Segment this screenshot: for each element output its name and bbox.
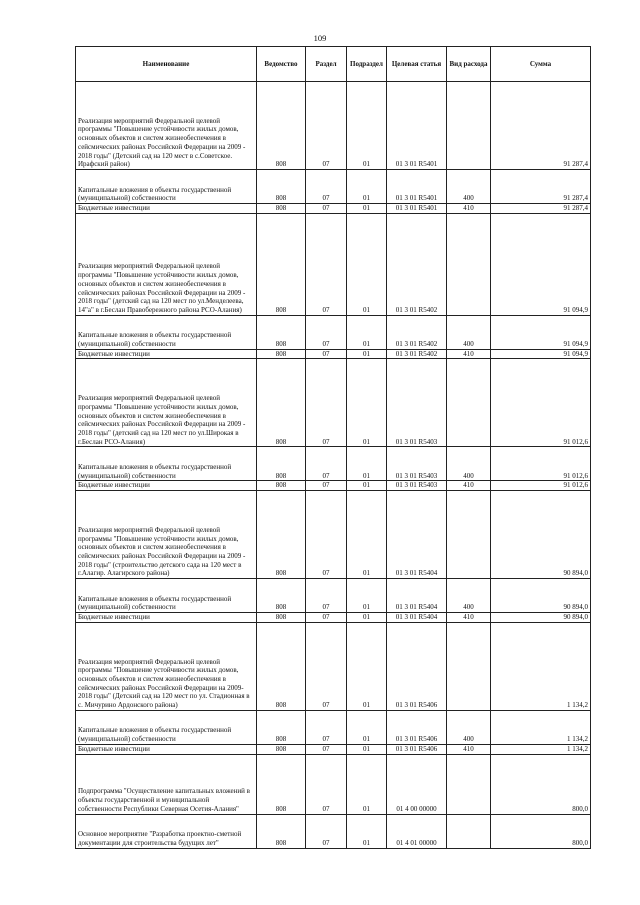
table-row — [76, 170, 591, 204]
cell-vid-raskhoda: 400 — [447, 315, 491, 349]
cell-celevaya-statya: 01 3 01 R5401 — [387, 82, 447, 170]
cell-vedomstvo: 808 — [257, 213, 306, 315]
cell-vedomstvo: 808 — [257, 622, 306, 710]
cell-vid-raskhoda: 410 — [447, 744, 491, 754]
cell-vid-raskhoda — [447, 754, 491, 814]
cell-summa: 1 134,2 — [491, 744, 591, 754]
cell-razdel: 07 — [306, 579, 347, 613]
cell-vid-raskhoda: 410 — [447, 204, 491, 214]
cell-summa: 91 287,4 — [491, 170, 591, 204]
header-podrazdel: Подраздел — [347, 47, 387, 82]
cell-name: Основное мероприятие "Разработка проектно-сметной документации для строительства будущих лет" — [76, 814, 257, 848]
cell-celevaya-statya: 01 3 01 R5403 — [387, 447, 447, 481]
cell-summa: 91 012,6 — [491, 447, 591, 481]
cell-podrazdel: 01 — [347, 754, 387, 814]
header-vedomstvo: Ведомство — [257, 47, 306, 82]
cell-vid-raskhoda — [447, 622, 491, 710]
table-row — [76, 359, 591, 447]
cell-vid-raskhoda: 400 — [447, 579, 491, 613]
cell-name: Капитальные вложения в объекты государственной (муниципальной) собственности — [76, 447, 257, 481]
cell-summa: 90 894,0 — [491, 613, 591, 623]
cell-name: Бюджетные инвестиции — [76, 613, 257, 623]
cell-vid-raskhoda — [447, 359, 491, 447]
cell-podrazdel: 01 — [347, 204, 387, 214]
cell-celevaya-statya: 01 3 01 R5402 — [387, 213, 447, 315]
cell-podrazdel: 01 — [347, 82, 387, 170]
table-row — [76, 213, 591, 315]
table-row — [76, 613, 591, 623]
cell-celevaya-statya: 01 3 01 R5403 — [387, 359, 447, 447]
cell-vedomstvo: 808 — [257, 447, 306, 481]
table-header — [76, 47, 591, 82]
cell-summa: 800,0 — [491, 814, 591, 848]
cell-vedomstvo: 808 — [257, 744, 306, 754]
cell-razdel: 07 — [306, 213, 347, 315]
cell-podrazdel: 01 — [347, 491, 387, 579]
cell-razdel: 07 — [306, 744, 347, 754]
table-row — [76, 579, 591, 613]
cell-name: Реализация мероприятий Федеральной целевой программы "Повышение устойчивости жилых домов, основных объектов и систем жизнеобеспечения в сейсмических районах Российской Федерации на 2009 - 2018 годы" (Детский сад на 120 мест в с.Советское. Ирафский район) — [76, 82, 257, 170]
budget-table — [75, 46, 591, 849]
cell-celevaya-statya: 01 3 01 R5406 — [387, 622, 447, 710]
cell-name: Бюджетные инвестиции — [76, 204, 257, 214]
cell-podrazdel: 01 — [347, 481, 387, 491]
cell-name: Бюджетные инвестиции — [76, 349, 257, 359]
cell-vid-raskhoda: 410 — [447, 481, 491, 491]
cell-razdel: 07 — [306, 754, 347, 814]
cell-celevaya-statya: 01 3 01 R5401 — [387, 204, 447, 214]
header-name: Наименование — [76, 47, 257, 82]
table-row — [76, 82, 591, 170]
cell-celevaya-statya: 01 3 01 R5402 — [387, 315, 447, 349]
cell-celevaya-statya: 01 4 01 00000 — [387, 814, 447, 848]
cell-razdel: 07 — [306, 315, 347, 349]
cell-vedomstvo: 808 — [257, 814, 306, 848]
table-row — [76, 491, 591, 579]
table-row — [76, 204, 591, 214]
cell-razdel: 07 — [306, 491, 347, 579]
cell-name: Подпрограмма "Осуществление капитальных вложений в объекты государственной и муниципальной собственности Республики Северная Осетия-Алания" — [76, 754, 257, 814]
cell-podrazdel: 01 — [347, 622, 387, 710]
cell-celevaya-statya: 01 3 01 R5403 — [387, 481, 447, 491]
header-vid-raskhoda: Вид расхода — [447, 47, 491, 82]
cell-name: Реализация мероприятий Федеральной целевой программы "Повышение устойчивости жилых домов, основных объектов и систем жизнеобеспечения в сейсмических районах Российской Федерации на 2009 - 2018 годы" (строительство детского сада на 120 мест в г.Алагир. Алагирского района) — [76, 491, 257, 579]
cell-vedomstvo: 808 — [257, 170, 306, 204]
cell-razdel: 07 — [306, 481, 347, 491]
table-row — [76, 447, 591, 481]
header-summa: Сумма — [491, 47, 591, 82]
cell-podrazdel: 01 — [347, 447, 387, 481]
cell-vid-raskhoda — [447, 213, 491, 315]
cell-vedomstvo: 808 — [257, 82, 306, 170]
cell-vedomstvo: 808 — [257, 359, 306, 447]
table-row — [76, 814, 591, 848]
cell-celevaya-statya: 01 3 01 R5406 — [387, 744, 447, 754]
table-row — [76, 315, 591, 349]
cell-celevaya-statya: 01 3 01 R5401 — [387, 170, 447, 204]
cell-summa: 90 894,0 — [491, 491, 591, 579]
cell-name: Капитальные вложения в объекты государственной (муниципальной) собственности — [76, 170, 257, 204]
cell-vedomstvo: 808 — [257, 491, 306, 579]
cell-name: Бюджетные инвестиции — [76, 481, 257, 491]
cell-podrazdel: 01 — [347, 213, 387, 315]
cell-razdel: 07 — [306, 170, 347, 204]
cell-celevaya-statya: 01 4 00 00000 — [387, 754, 447, 814]
table-row — [76, 349, 591, 359]
cell-celevaya-statya: 01 3 01 R5402 — [387, 349, 447, 359]
cell-summa: 1 134,2 — [491, 710, 591, 744]
cell-celevaya-statya: 01 3 01 R5404 — [387, 579, 447, 613]
cell-vedomstvo: 808 — [257, 754, 306, 814]
cell-summa: 1 134,2 — [491, 622, 591, 710]
cell-vid-raskhoda: 400 — [447, 170, 491, 204]
cell-summa: 91 094,9 — [491, 213, 591, 315]
cell-name: Реализация мероприятий Федеральной целевой программы "Повышение устойчивости жилых домов, основных объектов и систем жизнеобеспечения в сейсмических районах Российской Федерации на 2009-2018 годы" (Детский сад на 120 мест по ул. Стадионная в с. Мичурино Ардонского района) — [76, 622, 257, 710]
cell-vedomstvo: 808 — [257, 204, 306, 214]
cell-summa: 90 894,0 — [491, 579, 591, 613]
cell-vid-raskhoda — [447, 82, 491, 170]
cell-vid-raskhoda — [447, 814, 491, 848]
table-row — [76, 481, 591, 491]
cell-name: Реализация мероприятий Федеральной целевой программы "Повышение устойчивости жилых домов, основных объектов и систем жизнеобеспечения в сейсмических районах Российской Федерации на 2009 - 2018 годы" (детский сад на 120 мест по ул.Менделеева, 14"а" в г.Беслан Правобережного района РСО-Алания) — [76, 213, 257, 315]
cell-vedomstvo: 808 — [257, 349, 306, 359]
cell-razdel: 07 — [306, 204, 347, 214]
cell-summa: 800,0 — [491, 754, 591, 814]
cell-name: Бюджетные инвестиции — [76, 744, 257, 754]
cell-vid-raskhoda — [447, 491, 491, 579]
header-razdel: Раздел — [306, 47, 347, 82]
cell-name: Капитальные вложения в объекты государственной (муниципальной) собственности — [76, 710, 257, 744]
cell-podrazdel: 01 — [347, 349, 387, 359]
cell-summa: 91 012,6 — [491, 481, 591, 491]
cell-podrazdel: 01 — [347, 814, 387, 848]
cell-summa: 91 012,6 — [491, 359, 591, 447]
cell-celevaya-statya: 01 3 01 R5404 — [387, 491, 447, 579]
cell-razdel: 07 — [306, 359, 347, 447]
cell-vid-raskhoda: 400 — [447, 447, 491, 481]
table-row — [76, 754, 591, 814]
cell-summa: 91 094,9 — [491, 315, 591, 349]
table-row — [76, 622, 591, 710]
cell-summa: 91 287,4 — [491, 82, 591, 170]
cell-vedomstvo: 808 — [257, 481, 306, 491]
cell-name: Капитальные вложения в объекты государственной (муниципальной) собственности — [76, 579, 257, 613]
table-row — [76, 710, 591, 744]
cell-razdel: 07 — [306, 814, 347, 848]
cell-name: Реализация мероприятий Федеральной целевой программы "Повышение устойчивости жилых домов, основных объектов и систем жизнеобеспечения в сейсмических районах Российской Федерации на 2009 - 2018 годы" (детский сад на 120 мест по ул.Широкая в г.Беслан РСО-Алания) — [76, 359, 257, 447]
cell-summa: 91 287,4 — [491, 204, 591, 214]
cell-razdel: 07 — [306, 447, 347, 481]
cell-podrazdel: 01 — [347, 744, 387, 754]
cell-razdel: 07 — [306, 349, 347, 359]
cell-podrazdel: 01 — [347, 359, 387, 447]
cell-razdel: 07 — [306, 613, 347, 623]
cell-podrazdel: 01 — [347, 710, 387, 744]
cell-vid-raskhoda: 410 — [447, 349, 491, 359]
cell-vid-raskhoda: 400 — [447, 710, 491, 744]
cell-podrazdel: 01 — [347, 170, 387, 204]
cell-name: Капитальные вложения в объекты государственной (муниципальной) собственности — [76, 315, 257, 349]
table-body — [76, 82, 591, 849]
cell-celevaya-statya: 01 3 01 R5404 — [387, 613, 447, 623]
cell-vedomstvo: 808 — [257, 315, 306, 349]
cell-razdel: 07 — [306, 622, 347, 710]
cell-podrazdel: 01 — [347, 579, 387, 613]
cell-razdel: 07 — [306, 82, 347, 170]
header-celevaya-statya: Целевая статья — [387, 47, 447, 82]
cell-razdel: 07 — [306, 710, 347, 744]
cell-vedomstvo: 808 — [257, 710, 306, 744]
cell-podrazdel: 01 — [347, 613, 387, 623]
cell-summa: 91 094,9 — [491, 349, 591, 359]
cell-vid-raskhoda: 410 — [447, 613, 491, 623]
cell-vedomstvo: 808 — [257, 579, 306, 613]
page-number: 109 — [313, 33, 327, 43]
cell-podrazdel: 01 — [347, 315, 387, 349]
cell-celevaya-statya: 01 3 01 R5406 — [387, 710, 447, 744]
cell-vedomstvo: 808 — [257, 613, 306, 623]
table-row — [76, 744, 591, 754]
